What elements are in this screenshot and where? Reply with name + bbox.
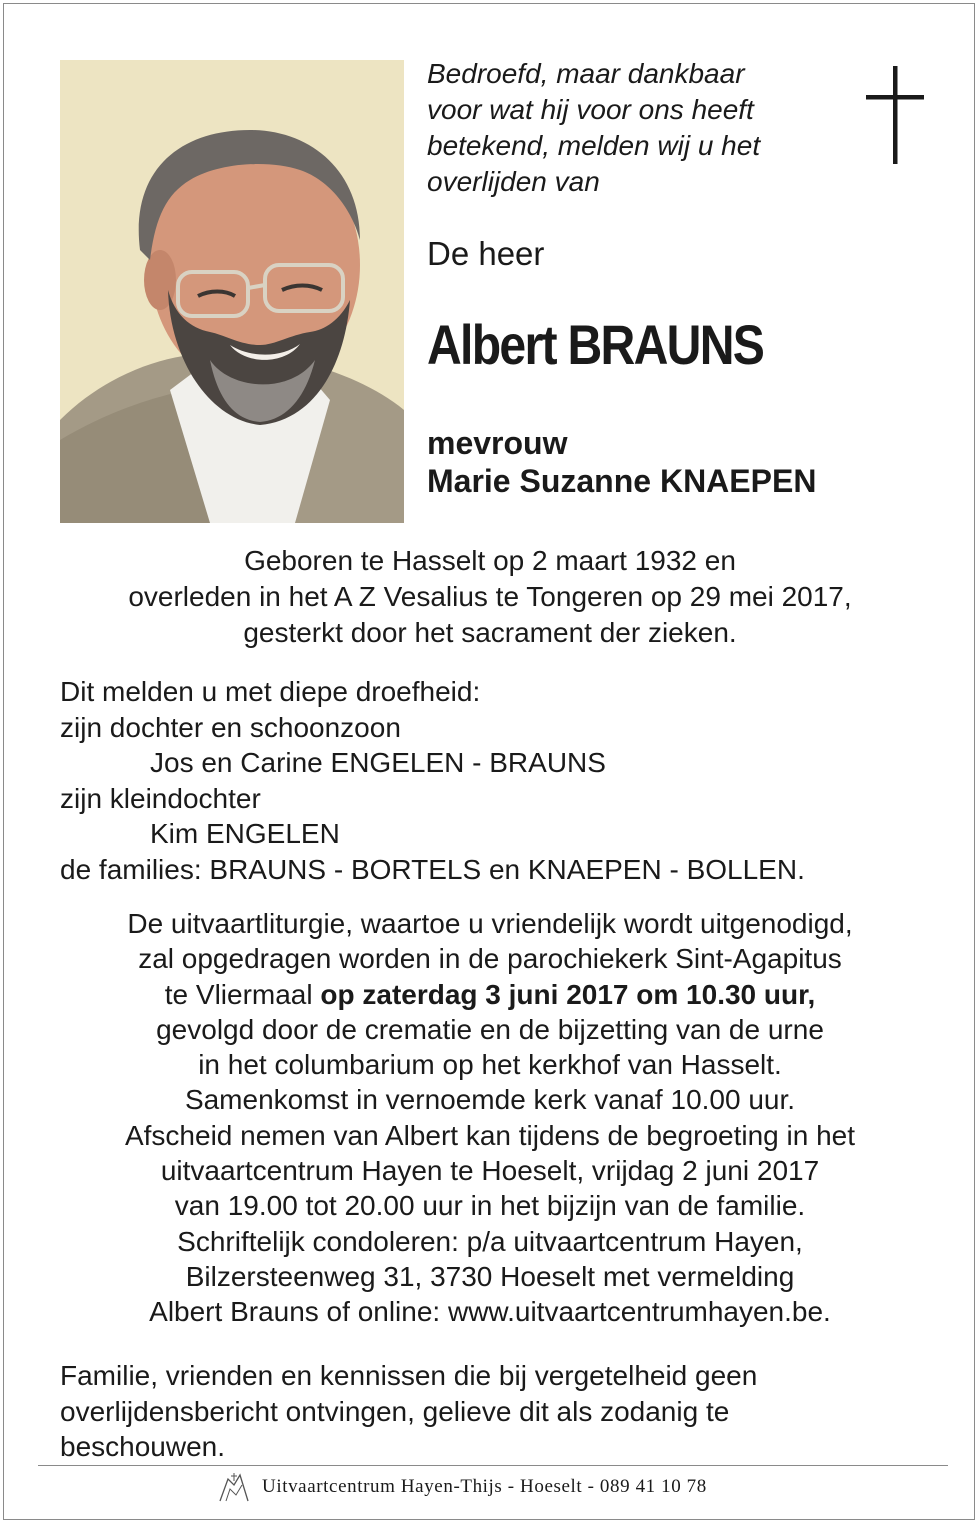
portrait-photo (60, 60, 404, 523)
funeral-home-logo-icon (216, 1471, 252, 1503)
service-date: op zaterdag 3 juni 2017 om 10.30 uur, (320, 978, 816, 1010)
intro-line: voor wat hij voor ons heeft (427, 94, 754, 125)
salutation: De heer (427, 235, 545, 272)
portrait-illustration (60, 60, 404, 523)
funeral-line: gevolgd door de crematie en de bijzetting van de urne (156, 1013, 824, 1045)
spouse-name: Marie Suzanne KNAEPEN (427, 463, 817, 499)
funeral-line: De uitvaartliturgie, waartoe u vriendelijk wordt uitgenodigd, (127, 908, 853, 939)
funeral-line: zal opgedragen worden in de parochiekerk Sint-Agapitus (138, 943, 842, 975)
closing-note (60, 1358, 940, 1465)
closing-line: overlijdensbericht ontvingen, gelieve dit als zodanig te (60, 1395, 730, 1427)
intro-line: Bedroefd, maar dankbaar (427, 58, 745, 89)
location-text: te Vliermaal (164, 978, 321, 1010)
intro-line: overlijden van (427, 166, 600, 197)
intro-line: betekend, melden wij u het (427, 130, 761, 161)
family-member: Kim ENGELEN (150, 818, 340, 849)
footer-text: Uitvaartcentrum Hayen-Thijs - Hoeselt - 089 41 10 78 (262, 1476, 707, 1497)
obituary-card (3, 3, 975, 1520)
family-relation: zijn kleindochter (60, 782, 261, 814)
family-announcement (60, 674, 940, 887)
family-member: Jos en Carine ENGELEN - BRAUNS (150, 747, 606, 778)
funeral-line: Afscheid nemen van Albert kan tijdens de begroeting in het (124, 1119, 856, 1151)
birth-death-line: gesterkt door het sacrament der zieken. (243, 617, 737, 648)
closing-line: beschouwen. (60, 1431, 226, 1462)
funeral-line: in het columbarium op het kerkhof van Hasselt. (198, 1049, 782, 1081)
funeral-line: van 19.00 tot 20.00 uur in het bijzijn van de familie. (174, 1190, 806, 1222)
birth-death-line: Geboren te Hasselt op 2 maart 1932 en (244, 545, 736, 576)
intro-text (427, 56, 847, 200)
deceased-name: Albert BRAUNS (427, 313, 764, 376)
funeral-line: Schriftelijk condoleren: p/a uitvaartcentrum Hayen, (177, 1225, 803, 1257)
birth-death-line: overleden in het A Z Vesalius te Tongeren op 29 mei 2017, (128, 581, 852, 612)
funeral-line: uitvaartcentrum Hayen te Hoeselt, vrijdag 2 juni 2017 (160, 1155, 820, 1187)
funeral-line: Bilzersteenweg 31, 3730 Hoeselt met vermelding (185, 1260, 795, 1292)
family-relation: de families: BRAUNS - BORTELS en KNAEPEN - BOLLEN. (60, 853, 805, 885)
birth-death-text (44, 543, 936, 651)
family-intro: Dit melden u met diepe droefheid: (60, 676, 481, 707)
funeral-line: Samenkomst in vernoemde kerk vanaf 10.00 uur. (184, 1084, 796, 1116)
footer (216, 1470, 707, 1504)
funeral-line: Albert Brauns of online: www.uitvaartcentrumhayen.be. (149, 1296, 831, 1328)
cross-icon (866, 66, 924, 164)
footer-divider (38, 1465, 948, 1466)
spouse-block (427, 424, 816, 500)
family-relation: zijn dochter en schoonzoon (60, 711, 401, 743)
closing-line: Familie, vrienden en kennissen die bij vergetelheid geen (60, 1360, 758, 1391)
funeral-details (44, 906, 936, 1330)
funeral-line-date (44, 977, 936, 1012)
spouse-title: mevrouw (427, 425, 568, 461)
